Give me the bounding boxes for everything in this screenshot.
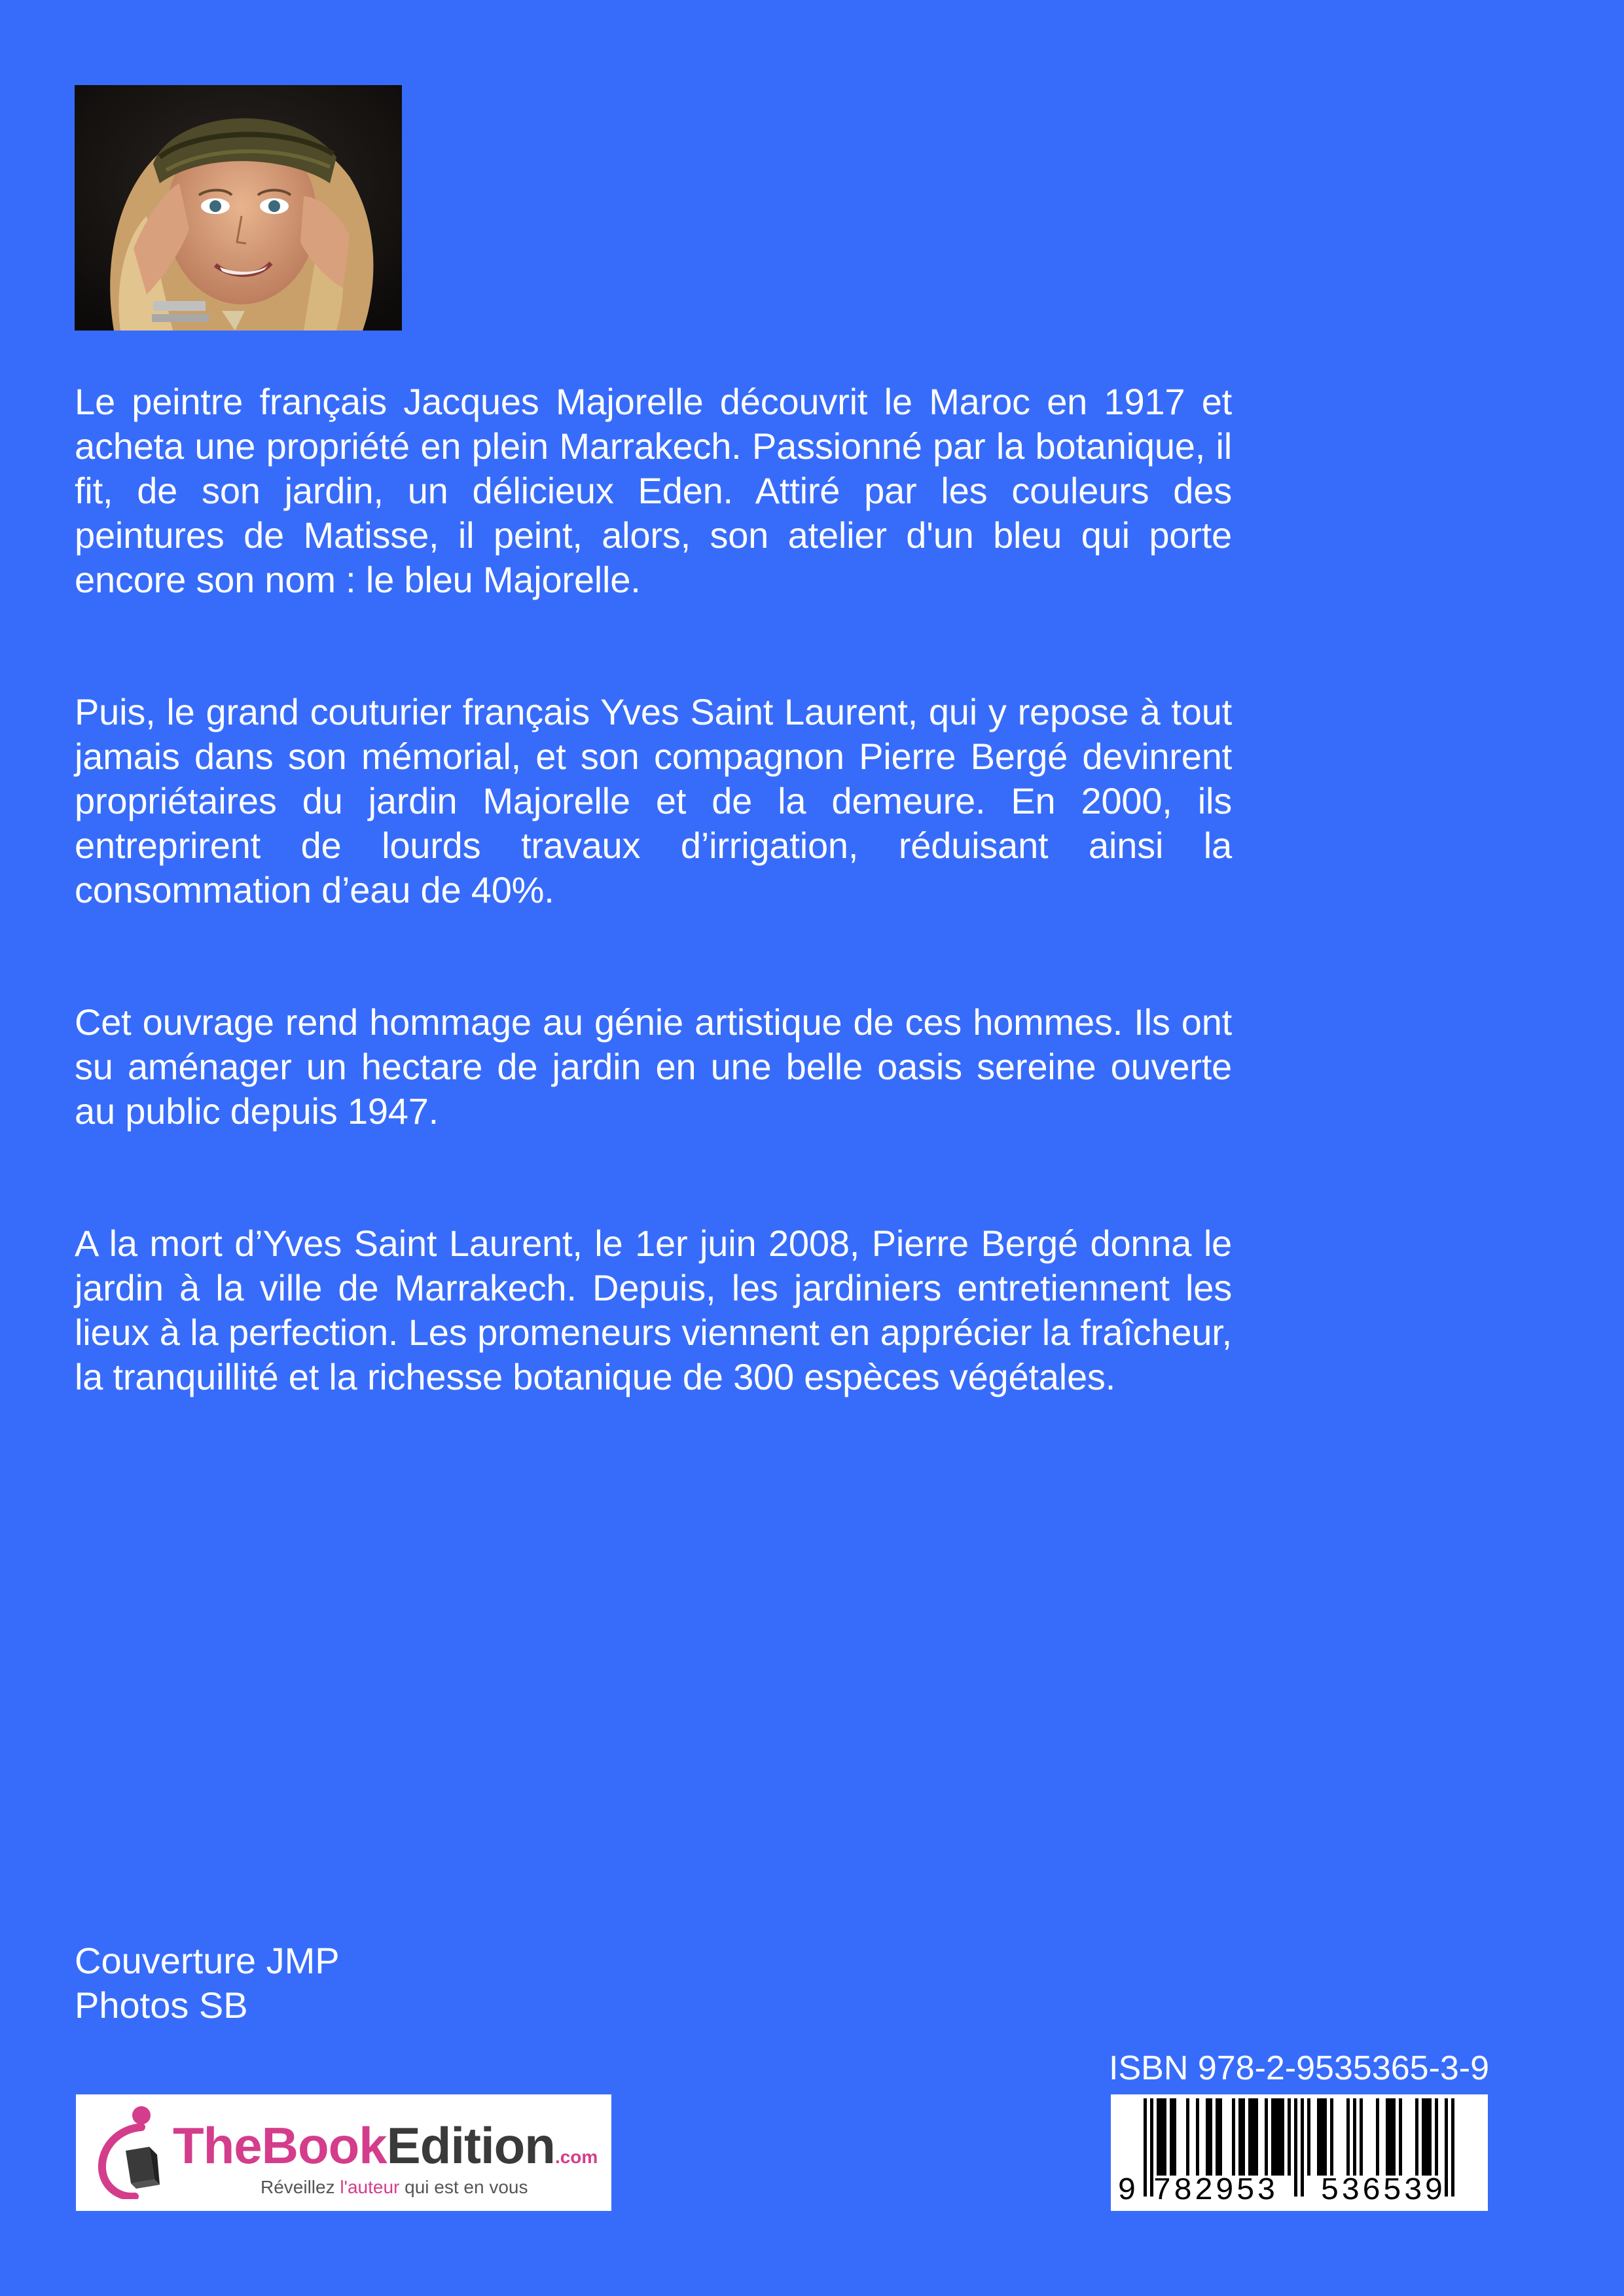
barcode-bar <box>1170 2098 1173 2176</box>
barcode-digit-lead: 9 <box>1117 2174 1138 2209</box>
publisher-tagline <box>261 2177 528 2198</box>
author-photo <box>75 85 402 331</box>
barcode-bar <box>1255 2098 1258 2176</box>
publisher-name-com: .com <box>554 2147 598 2167</box>
barcode-bar <box>1186 2098 1189 2176</box>
paragraph-donation: A la mort d’Yves Saint Laurent, le 1er juin 2008, Pierre Bergé donna le jardin à la ville de Marrakech. Depuis, les jardiniers entretiennent les lieux à la perfection. Les promeneurs viennent en apprécier la fraîcheur, la tranquillité et la richesse botanique de 300 espèces végétales. <box>75 1223 1232 1397</box>
barcode-bar <box>1206 2098 1209 2176</box>
barcode-bar <box>1324 2098 1327 2176</box>
barcode-bar <box>1301 2098 1304 2197</box>
barcode-bar <box>1274 2098 1278 2176</box>
tagline-after: qui est en vous <box>399 2177 528 2197</box>
barcode-bar <box>1248 2098 1252 2176</box>
cover-credit: Couverture JMP <box>75 1940 340 1981</box>
barcode-bar <box>1232 2098 1235 2176</box>
barcode-bar <box>1451 2098 1454 2197</box>
barcode-bar <box>1317 2098 1320 2176</box>
barcode-bar <box>1415 2098 1418 2176</box>
barcode-bar <box>1435 2098 1438 2176</box>
publisher-name-the: The <box>173 2117 262 2174</box>
paragraph-hommage: Cet ouvrage rend hommage au génie artistique de ces hommes. Ils ont su aménager un hectare de jardin en une belle oasis sereine ouverte au public depuis 1947. <box>75 1001 1232 1132</box>
publisher-name <box>173 2119 598 2183</box>
barcode-bar <box>1242 2098 1245 2176</box>
tagline-accent: l'auteur <box>340 2177 400 2197</box>
barcode-bar <box>1209 2098 1212 2176</box>
publisher-logo <box>76 2094 611 2211</box>
barcode-bar <box>1307 2098 1310 2176</box>
isbn-label: ISBN 978-2-9535365-3-9 <box>1109 2049 1490 2087</box>
barcode-bar <box>1425 2098 1428 2176</box>
barcode-bar <box>1294 2098 1297 2197</box>
barcode-bar <box>1288 2098 1291 2176</box>
barcode-bar <box>1160 2098 1163 2176</box>
barcode-bar <box>1392 2098 1396 2176</box>
paragraph-majorelle: Le peintre français Jacques Majorelle découvrit le Maroc en 1917 et acheta une propriété en plein Marrakech. Passionné par la botanique, il fit, de son jardin, un délicieux Eden. Attiré par les couleurs des peintures de Matisse, il peint, alors, son atelier d'un bleu qui porte encore son nom : le bleu Majorelle. <box>75 381 1232 600</box>
barcode-bar <box>1428 2098 1432 2176</box>
barcode-bar <box>1399 2098 1402 2176</box>
barcode-bar <box>1173 2098 1176 2176</box>
barcode-bar <box>1278 2098 1281 2176</box>
barcode-bar <box>1346 2098 1350 2176</box>
paragraph-saint-laurent: Puis, le grand couturier français Yves Saint Laurent, qui y repose à tout jamais dans son mémorial, et son compagnon Pierre Bergé devinrent propriétaires du jardin Majorelle et de la demeure. En 2000, ils entreprirent de lourds travaux d’irrigation, réduisant ainsi la consommation d’eau de 40%. <box>75 691 1232 910</box>
barcode-bar <box>1281 2098 1284 2176</box>
barcode-bar <box>1157 2098 1160 2176</box>
credits <box>75 1939 340 2028</box>
barcode-bar <box>1216 2098 1219 2176</box>
isbn-barcode <box>1111 2094 1488 2211</box>
barcode-bar <box>1422 2098 1425 2176</box>
barcode-digits-left: 782953 <box>1153 2174 1278 2209</box>
barcode-bar <box>1144 2098 1147 2197</box>
barcode-bar <box>1353 2098 1356 2176</box>
back-cover-text <box>75 380 1232 1487</box>
publisher-name-edition: Edition <box>386 2117 555 2174</box>
barcode-bar <box>1271 2098 1274 2176</box>
publisher-name-book: Book <box>261 2117 387 2174</box>
barcode-bar <box>1376 2098 1379 2176</box>
barcode-digits-right: 536539 <box>1320 2174 1445 2209</box>
thebookedition-logo-icon <box>86 2101 171 2199</box>
tagline-before: Réveillez <box>261 2177 340 2197</box>
barcode-bar <box>1265 2098 1268 2176</box>
photos-credit: Photos SB <box>75 1984 248 2026</box>
barcode-bar <box>1219 2098 1222 2176</box>
barcode-bar <box>1252 2098 1255 2176</box>
barcode-bar <box>1389 2098 1392 2176</box>
barcode-bar <box>1330 2098 1333 2176</box>
barcode-bar <box>1163 2098 1166 2176</box>
barcode-bar <box>1196 2098 1199 2176</box>
barcode-bar <box>1360 2098 1363 2176</box>
barcode-bar <box>1386 2098 1389 2176</box>
barcode-bar <box>1238 2098 1242 2176</box>
barcode-bar <box>1320 2098 1324 2176</box>
author-portrait-icon <box>75 85 402 331</box>
